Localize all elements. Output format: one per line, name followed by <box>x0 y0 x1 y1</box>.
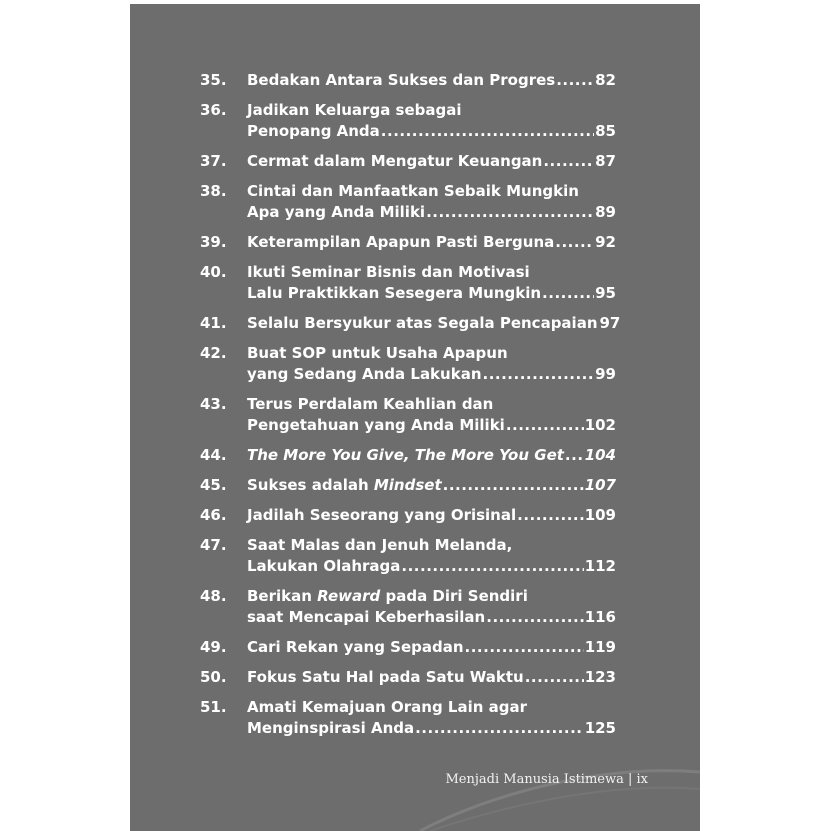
toc-entry <box>200 475 616 496</box>
toc-entry-title <box>247 343 508 364</box>
toc-entry-number: 40. <box>200 263 227 281</box>
toc-entry-title <box>247 232 554 253</box>
title-segment: Mindset <box>373 476 442 494</box>
title-segment: Terus Perdalam Keahlian dan <box>247 395 494 413</box>
toc-entry-number: 36. <box>200 101 227 119</box>
toc-entry-title <box>247 70 555 91</box>
toc-entry-title <box>247 637 464 658</box>
page-footer: Menjadi Manusia Istimewa | ix <box>445 772 648 787</box>
toc-entry <box>200 70 616 91</box>
toc-entry-number: 35. <box>200 71 227 89</box>
toc-entry-title <box>247 313 598 334</box>
dot-leader <box>415 718 584 739</box>
toc-entry-title <box>247 262 530 283</box>
toc-entry-title <box>247 667 524 688</box>
toc-entry-page: 112 <box>584 557 616 575</box>
title-segment: Berikan <box>247 587 318 605</box>
toc-entry-number: 45. <box>200 476 227 494</box>
toc-entry-number: 44. <box>200 446 227 464</box>
toc-entry-title <box>247 181 579 202</box>
table-of-contents <box>200 70 621 748</box>
toc-entry-page: 97 <box>599 314 621 332</box>
toc-entry-page: 104 <box>584 446 616 464</box>
title-segment: The More You Give, The More You Get <box>247 446 564 464</box>
title-segment: Fokus Satu Hal pada Satu Waktu <box>247 668 524 686</box>
toc-entry-number: 41. <box>200 314 227 332</box>
dot-leader <box>426 202 594 223</box>
dot-leader <box>543 151 594 172</box>
dot-leader <box>483 364 595 385</box>
toc-entry-number: 49. <box>200 638 227 656</box>
toc-entry-page: 87 <box>595 152 616 170</box>
toc-entry-title <box>247 697 527 718</box>
dot-leader <box>556 70 594 91</box>
toc-entry-title <box>247 100 462 121</box>
title-segment: Apa yang Anda Miliki <box>247 203 426 221</box>
toc-entry-title <box>247 364 482 385</box>
toc-entry-page: 109 <box>584 506 616 524</box>
title-segment: pada Diri Sendiri <box>380 587 528 605</box>
toc-entry-page: 99 <box>595 365 616 383</box>
toc-entry <box>200 667 616 688</box>
toc-entry-title <box>247 535 512 556</box>
title-segment: Cari Rekan yang Sepadan <box>247 638 464 656</box>
toc-entry-page: 116 <box>584 608 616 626</box>
dot-leader <box>517 505 584 526</box>
dot-leader <box>443 475 584 496</box>
title-segment: Buat SOP untuk Usaha Apapun <box>247 344 508 362</box>
toc-entry-page: 102 <box>584 416 616 434</box>
title-segment: Menginspirasi Anda <box>247 719 415 737</box>
toc-entry-number: 39. <box>200 233 227 251</box>
title-segment: Cermat dalam Mengatur Keuangan <box>247 152 543 170</box>
toc-entry-title <box>247 445 564 466</box>
dot-leader <box>381 121 594 142</box>
dot-leader <box>555 232 594 253</box>
dot-leader <box>506 415 584 436</box>
toc-entry-number: 38. <box>200 182 227 200</box>
dot-leader <box>401 556 583 577</box>
title-segment: Sukses adalah <box>247 476 374 494</box>
toc-entry-page: 125 <box>584 719 616 737</box>
toc-entry-page: 92 <box>595 233 616 251</box>
title-segment: Selalu Bersyukur atas Segala Pencapaian <box>247 314 598 332</box>
toc-entry <box>200 637 616 658</box>
toc-entry-page: 89 <box>595 203 616 221</box>
title-segment: Jadilah Seseorang yang Orisinal <box>247 506 517 524</box>
title-segment: Saat Malas dan Jenuh Melanda, <box>247 536 513 554</box>
toc-entry-title <box>247 202 425 223</box>
title-segment: Cintai dan Manfaatkan Sebaik Mungkin <box>247 182 579 200</box>
dot-leader <box>486 607 583 628</box>
toc-entry <box>200 313 621 334</box>
title-segment: yang Sedang Anda Lakukan <box>247 365 482 383</box>
title-segment: Lalu Praktikkan Sesegera Mungkin <box>247 284 542 302</box>
toc-entry-title <box>247 121 380 142</box>
title-segment: Ikuti Seminar Bisnis dan Motivasi <box>247 263 530 281</box>
toc-entry-number: 51. <box>200 698 227 716</box>
title-segment: saat Mencapai Keberhasilan <box>247 608 486 626</box>
toc-entry <box>200 445 616 466</box>
toc-entry <box>200 697 616 739</box>
toc-entry <box>200 232 616 253</box>
toc-entry-page: 85 <box>595 122 616 140</box>
title-segment: Bedakan Antara Sukses dan Progres <box>247 71 556 89</box>
toc-entry <box>200 586 616 628</box>
toc-entry-title <box>247 475 442 496</box>
toc-entry-page: 119 <box>584 638 616 656</box>
dot-leader <box>542 283 594 304</box>
toc-entry-page: 123 <box>584 668 616 686</box>
toc-entry-title <box>247 718 414 739</box>
toc-entry <box>200 100 616 142</box>
toc-entry-title <box>247 415 505 436</box>
toc-entry <box>200 505 616 526</box>
toc-entry-title <box>247 394 493 415</box>
toc-entry-title <box>247 586 528 607</box>
title-segment: Jadikan Keluarga sebagai <box>247 101 462 119</box>
toc-entry-title <box>247 283 541 304</box>
toc-entry-page: 82 <box>595 71 616 89</box>
toc-entry <box>200 535 616 577</box>
toc-entry-title <box>247 505 516 526</box>
title-segment: Lakukan Olahraga <box>247 557 401 575</box>
toc-entry-title <box>247 556 400 577</box>
toc-entry <box>200 394 616 436</box>
toc-entry-title <box>247 607 485 628</box>
toc-entry-page: 95 <box>595 284 616 302</box>
toc-entry-number: 47. <box>200 536 227 554</box>
title-segment: Keterampilan Apapun Pasti Berguna <box>247 233 555 251</box>
toc-entry-number: 42. <box>200 344 227 362</box>
toc-entry-number: 37. <box>200 152 227 170</box>
title-segment: Reward <box>317 587 381 605</box>
title-segment: Amati Kemajuan Orang Lain agar <box>247 698 528 716</box>
toc-entry-number: 43. <box>200 395 227 413</box>
toc-entry-page: 107 <box>584 476 616 494</box>
toc-entry <box>200 262 616 304</box>
toc-entry-number: 46. <box>200 506 227 524</box>
dot-leader <box>525 667 584 688</box>
dot-leader <box>565 445 584 466</box>
toc-entry-title <box>247 151 542 172</box>
toc-entry <box>200 151 616 172</box>
toc-entry-number: 48. <box>200 587 227 605</box>
title-segment: Penopang Anda <box>247 122 380 140</box>
toc-entry <box>200 181 616 223</box>
book-page <box>130 4 700 831</box>
dot-leader <box>465 637 584 658</box>
toc-entry <box>200 343 616 385</box>
title-segment: Pengetahuan yang Anda Miliki <box>247 416 505 434</box>
toc-entry-number: 50. <box>200 668 227 686</box>
